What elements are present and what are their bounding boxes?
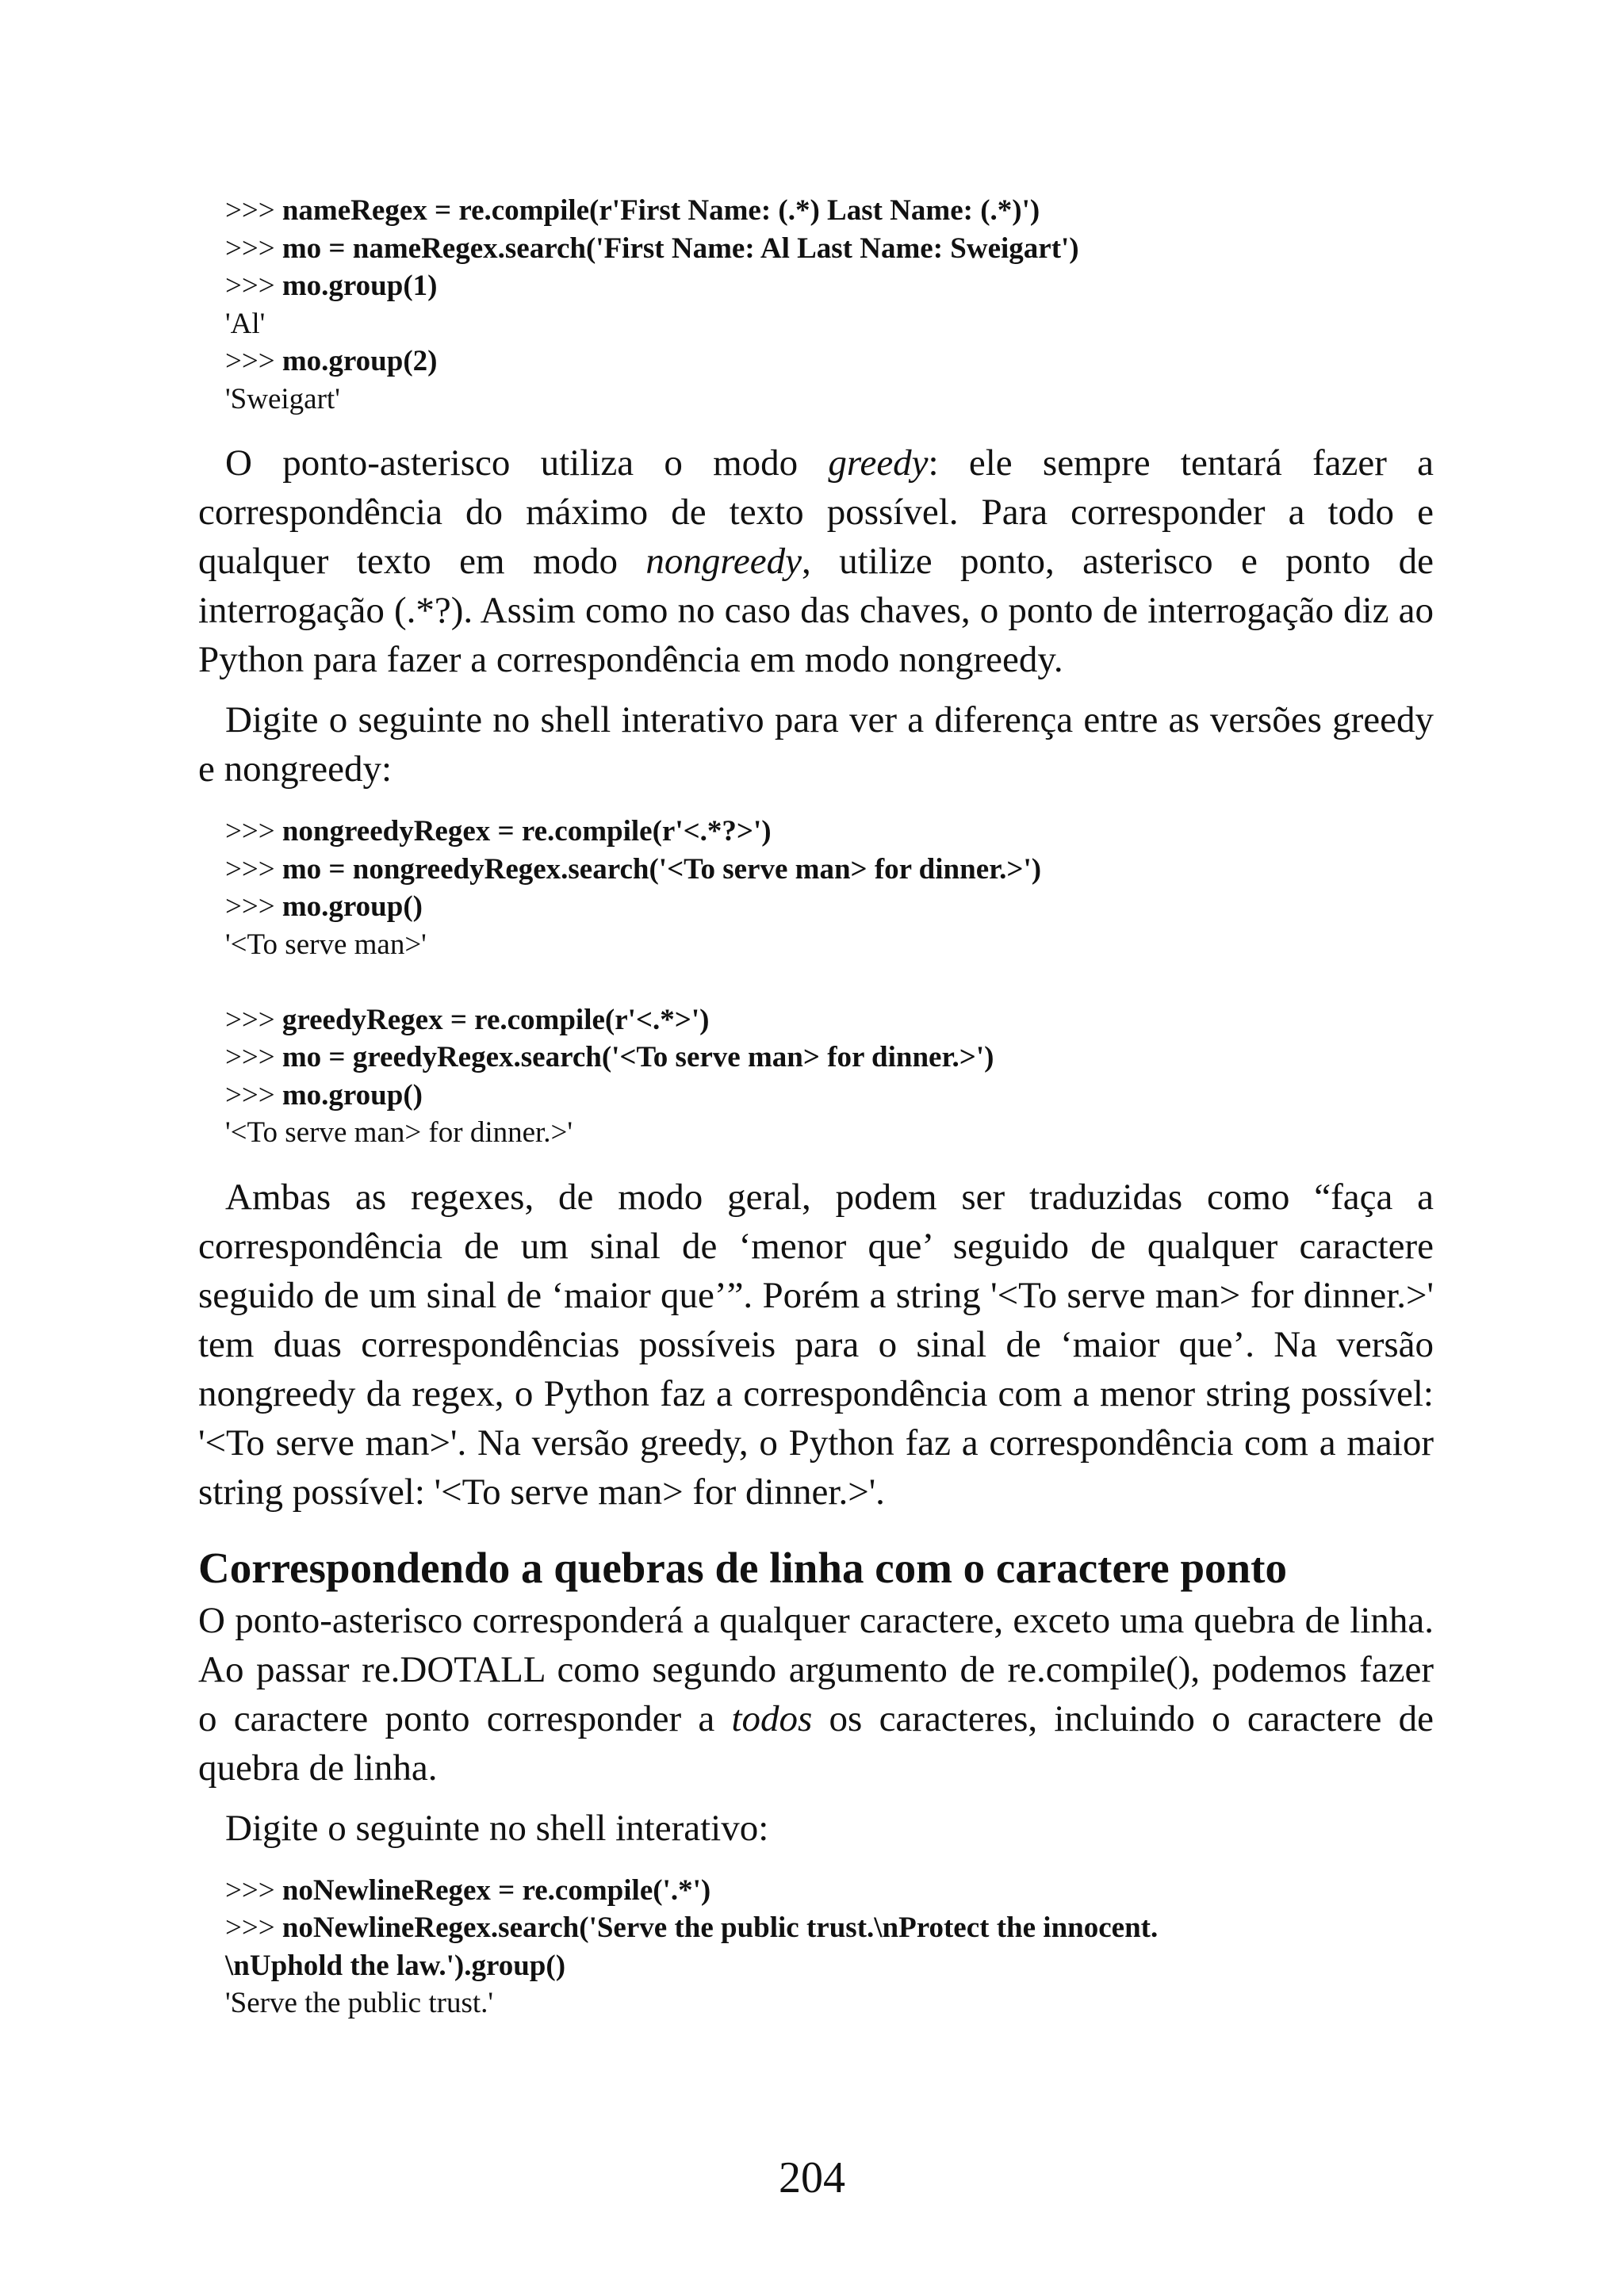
code-line: >>> noNewlineRegex.search('Serve the public trust.\nProtect the innocent. [225, 1911, 1159, 1944]
code-line: >>> nameRegex = re.compile(r'First Name: (.*) Last Name: (.*)') [225, 194, 1040, 227]
code-output: 'Serve the public trust.' [225, 1987, 494, 2019]
code-line: >>> mo = nameRegex.search('First Name: Al Last Name: Sweigart') [225, 232, 1079, 265]
code-output: '<To serve man> for dinner.>' [225, 1116, 573, 1149]
code-block-no-newline [225, 1872, 1434, 2022]
code-line: >>> mo.group(1) [225, 270, 438, 302]
paragraph-regex-comparison: Ambas as regexes, de modo geral, podem ser traduzidas como “faça a correspondência de um sinal de ‘menor que’ seguido de qualquer caractere seguido de um sinal de ‘maior que’”. Porém a string '<To serve man> for dinner.>' tem duas correspondências possíveis para o sinal de ‘maior que’. Na versão nongreedy da regex, o Python faz a correspondência com a menor string possível: '<To serve man>'. Na versão greedy, o Python faz a correspondência com a maior string possível: '<To serve man> for dinner.>'. [198, 1176, 1434, 1513]
code-line: >>> noNewlineRegex = re.compile('.*') [225, 1873, 711, 1907]
code-line: >>> nongreedyRegex = re.compile(r'<.*?>') [225, 815, 772, 848]
paragraph-greedy-explanation: O ponto-asterisco utiliza o modo greedy: ele sempre tentará fazer a correspondência do máximo de texto possível. Para corresponder a todo e qualquer texto em modo nongreedy, utilize ponto, asterisco e ponto de interrogação (.*?). Assim como no caso das chaves, o ponto de interrogação diz ao Python para fazer a correspondência em modo nongreedy. [198, 442, 1434, 680]
code-output: 'Al' [225, 307, 266, 340]
code-line: \nUphold the law.').group() [225, 1949, 566, 1982]
page-number: 204 [779, 2153, 845, 2202]
code-blank-line [225, 963, 1434, 1001]
code-output: 'Sweigart' [225, 382, 340, 415]
paragraph-shell-instruction-2: Digite o seguinte no shell interativo: [225, 1807, 769, 1849]
code-output: '<To serve man>' [225, 928, 427, 961]
code-line: >>> mo.group() [225, 890, 423, 923]
code-block-name-regex [225, 192, 1434, 418]
code-line: >>> greedyRegex = re.compile(r'<.*>') [225, 1003, 710, 1036]
paragraph-dotall-explanation: O ponto-asterisco corresponderá a qualquer caractere, exceto uma quebra de linha. Ao passar re.DOTALL como segundo argumento de re.compile(), podemos fazer o caractere ponto corresponder a todos os caracteres, incluindo o caractere de quebra de linha. [198, 1599, 1434, 1789]
paragraph-shell-instruction: Digite o seguinte no shell interativo para ver a diferença entre as versões greedy e nongreedy: [198, 699, 1434, 790]
code-line: >>> mo = nongreedyRegex.search('<To serve man> for dinner.>') [225, 852, 1042, 886]
code-block-greedy-nongreedy [225, 813, 1434, 1152]
code-line: >>> mo.group() [225, 1078, 423, 1112]
code-line: >>> mo.group(2) [225, 345, 438, 377]
code-line: >>> mo = greedyRegex.search('<To serve man> for dinner.>') [225, 1041, 994, 1073]
section-heading: Correspondendo a quebras de linha com o caractere ponto [198, 1543, 1287, 1592]
